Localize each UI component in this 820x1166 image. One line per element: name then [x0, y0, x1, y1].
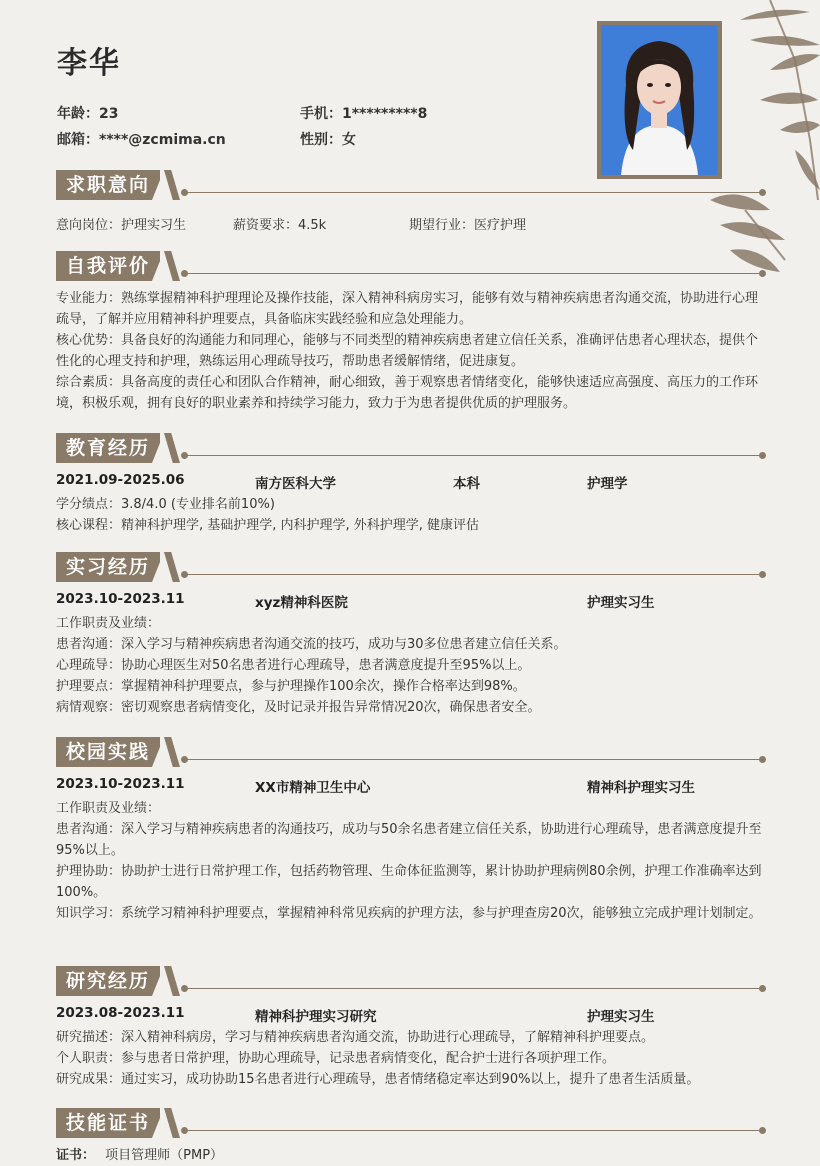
section-rule — [184, 192, 760, 193]
intern-item: 心理疏导：协助心理医生对50名患者进行心理疏导，患者满意度提升至95%以上。 — [56, 658, 531, 673]
section-intent — [56, 170, 766, 238]
section-dot — [759, 571, 766, 578]
intern-item: 患者沟通：深入学习与精神疾病患者沟通交流的技巧，成功与30多位患者建立信任关系。 — [56, 637, 567, 652]
section-title: 自我评价 — [56, 251, 160, 281]
section-internship — [56, 552, 766, 718]
section-header — [56, 966, 766, 996]
campus-item: 护理协助：协助护士进行日常护理工作，包括药物管理、生命体征监测等，累计协助护理病例80余例，护理工作准确率达到100%。 — [56, 864, 762, 900]
self-professional: 专业能力：熟练掌握精神科护理理论及操作技能，深入精神科病房实习，能够有效与精神疾病患者沟通交流，协助进行心理疏导，了解并应用精神科护理要点，具备临床实践经验和应急处理能力。 — [56, 291, 759, 327]
section-campus — [56, 737, 766, 924]
section-dot — [759, 189, 766, 196]
section-slash — [164, 433, 180, 463]
section-rule — [184, 273, 760, 274]
edu-courses: 核心课程：精神科护理学, 基础护理学, 内科护理学, 外科护理学, 健康评估 — [56, 518, 480, 533]
intent-position: 意向岗位：护理实习生 — [56, 218, 187, 233]
research-role: 护理实习生 — [587, 1009, 655, 1025]
section-slash — [164, 170, 180, 200]
research-item: 个人职责：参与患者日常护理，协助心理疏导，记录患者病情变化，配合护士进行各项护理工作。 — [56, 1051, 616, 1066]
section-dot — [759, 452, 766, 459]
section-header — [56, 737, 766, 767]
intent-salary: 薪资要求：4.5k — [233, 218, 327, 233]
section-rule — [184, 455, 760, 456]
section-dot — [759, 270, 766, 277]
section-rule — [184, 988, 760, 989]
section-slash — [164, 737, 180, 767]
research-item: 研究描述：深入精神科病房，学习与精神疾病患者沟通交流，协助进行心理疏导，了解精神科护理要点。 — [56, 1030, 655, 1045]
self-advantage: 核心优势：具备良好的沟通能力和同理心，能够与不同类型的精神疾病患者建立信任关系，准确评估患者心理状态，提供个性化的心理支持和护理，熟练运用心理疏导技巧，帮助患者缓解情绪，促进康复。 — [56, 333, 759, 369]
section-title: 求职意向 — [56, 170, 160, 200]
intent-industry: 期望行业：医疗护理 — [409, 218, 527, 233]
research-project: 精神科护理实习研究 — [255, 1009, 377, 1025]
section-title: 研究经历 — [56, 966, 160, 996]
gender-field: 性别：女 — [300, 132, 356, 148]
section-slash — [164, 1108, 180, 1138]
self-quality: 综合素质：具备高度的责任心和团队合作精神，耐心细致，善于观察患者情绪变化，能够快速适应高强度、高压力的工作环境，积极乐观，拥有良好的职业素养和持续学习能力，致力于为患者提供优质的护理服务。 — [56, 375, 759, 411]
section-header — [56, 433, 766, 463]
edu-gpa: 学分绩点：3.8/4.0 (专业排名前10%) — [56, 497, 275, 512]
intern-date: 2023.10-2023.11 — [56, 591, 185, 607]
section-slash — [164, 966, 180, 996]
edu-school: 南方医科大学 — [255, 476, 336, 492]
phone-field: 手机：1*********8 — [300, 106, 428, 122]
section-header — [56, 552, 766, 582]
intern-item: 病情观察：密切观察患者病情变化，及时记录并报告异常情况20次，确保患者安全。 — [56, 700, 541, 715]
section-title: 教育经历 — [56, 433, 160, 463]
research-item: 研究成果：通过实习，成功协助15名患者进行心理疏导，患者情绪稳定率达到90%以上，提升了患者生活质量。 — [56, 1072, 700, 1087]
intern-item: 护理要点：掌握精神科护理要点，参与护理操作100余次，操作合格率达到98%。 — [56, 679, 526, 694]
section-rule — [184, 574, 760, 575]
edu-major: 护理学 — [587, 476, 628, 492]
section-rule — [184, 759, 760, 760]
section-self — [56, 251, 766, 414]
section-dot — [759, 1127, 766, 1134]
intern-role: 护理实习生 — [587, 595, 655, 611]
candidate-name: 李华 — [57, 46, 121, 81]
campus-item: 知识学习：系统学习精神科护理要点，掌握精神科常见疾病的护理方法，参与护理查房20次，能够独立完成护理计划制定。 — [56, 906, 762, 921]
edu-date: 2021.09-2025.06 — [56, 472, 185, 488]
intern-org: xyz精神科医院 — [255, 595, 348, 611]
section-dot — [759, 985, 766, 992]
research-date: 2023.08-2023.11 — [56, 1005, 185, 1021]
campus-date: 2023.10-2023.11 — [56, 776, 185, 792]
cert-value: 项目管理师（PMP） — [105, 1148, 224, 1163]
section-header — [56, 251, 766, 281]
profile-photo — [597, 21, 722, 179]
section-research — [56, 966, 766, 1090]
campus-role: 精神科护理实习生 — [587, 780, 695, 796]
section-title: 技能证书 — [56, 1108, 160, 1138]
section-header — [56, 1108, 766, 1138]
cert-label: 证书： — [56, 1148, 96, 1163]
intern-duty-heading: 工作职责及业绩： — [56, 616, 161, 631]
section-rule — [184, 1130, 760, 1131]
campus-org: XX市精神卫生中心 — [255, 780, 371, 796]
section-slash — [164, 251, 180, 281]
section-title: 实习经历 — [56, 552, 160, 582]
age-field: 年龄：23 — [57, 106, 119, 122]
campus-duty-heading: 工作职责及业绩： — [56, 801, 161, 816]
section-header — [56, 170, 766, 200]
section-title: 校园实践 — [56, 737, 160, 767]
campus-item: 患者沟通：深入学习与精神疾病患者的沟通技巧，成功与50余名患者建立信任关系，协助进行心理疏导，患者满意度提升至95%以上。 — [56, 822, 762, 858]
section-education — [56, 433, 766, 536]
section-slash — [164, 552, 180, 582]
email-field: 邮箱：****@zcmima.cn — [57, 132, 226, 148]
section-skills — [56, 1108, 766, 1166]
edu-degree: 本科 — [453, 476, 480, 492]
section-dot — [759, 756, 766, 763]
